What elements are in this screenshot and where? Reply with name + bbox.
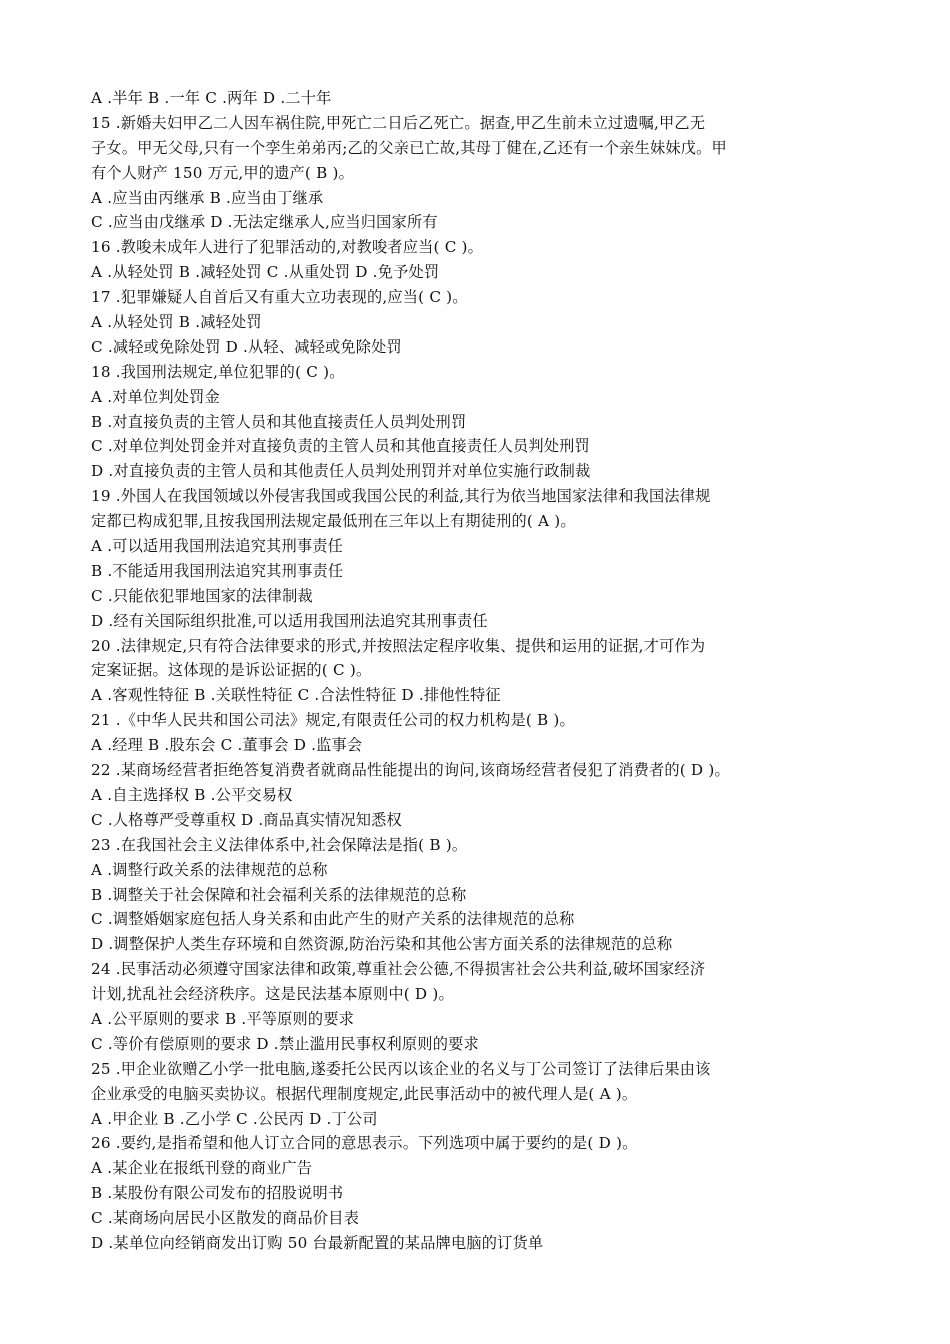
text-line: C .减轻或免除处罚 D .从轻、减轻或免除处罚 bbox=[91, 337, 402, 356]
text-line: 有个人财产 150 万元,甲的遗产( B )。 bbox=[91, 163, 354, 182]
text-line: A .客观性特征 B .关联性特征 C .合法性特征 D .排他性特征 bbox=[91, 686, 501, 705]
text-line: C .人格尊严受尊重权 D .商品真实情况知悉权 bbox=[91, 810, 402, 829]
text-line: 计划,扰乱社会经济秩序。这是民法基本原则中( D )。 bbox=[91, 985, 454, 1004]
text-line: A .对单位判处罚金 bbox=[91, 387, 220, 406]
text-line: C .等价有偿原则的要求 D .禁止滥用民事权利原则的要求 bbox=[91, 1034, 479, 1053]
text-line: B .对直接负责的主管人员和其他直接责任人员判处刑罚 bbox=[91, 412, 467, 431]
text-line: A .半年 B .一年 C .两年 D .二十年 bbox=[91, 89, 332, 107]
text-line: A .从轻处罚 B .减轻处罚 C .从重处罚 D .免予处罚 bbox=[91, 263, 440, 282]
text-line: 定都已构成犯罪,且按我国刑法规定最低刑在三年以上有期徒刑的( A )。 bbox=[91, 512, 576, 531]
text-line: A .甲企业 B .乙小学 C .公民丙 D .丁公司 bbox=[91, 1109, 378, 1128]
text-line: 15 .新婚夫妇甲乙二人因车祸住院,甲死亡二日后乙死亡。据查,甲乙生前未立过遗嘱,甲乙无 bbox=[91, 113, 706, 132]
text-line: 23 .在我国社会主义法律体系中,社会保障法是指( B )。 bbox=[91, 835, 468, 854]
document-page bbox=[91, 86, 891, 1256]
text-line: 26 .要约,是指希望和他人订立合同的意思表示。下列选项中属于要约的是( D )。 bbox=[91, 1134, 638, 1153]
text-line: 17 .犯罪嫌疑人自首后又有重大立功表现的,应当( C )。 bbox=[91, 288, 468, 307]
text-line: D .调整保护人类生存环境和自然资源,防治污染和其他公害方面关系的法律规范的总称 bbox=[91, 935, 673, 954]
text-line: C .只能依犯罪地国家的法律制裁 bbox=[91, 586, 313, 605]
text-line: C .对单位判处罚金并对直接负责的主管人员和其他直接责任人员判处刑罚 bbox=[91, 437, 590, 456]
text-line: 22 .某商场经营者拒绝答复消费者就商品性能提出的询问,该商场经营者侵犯了消费者的( D )。 bbox=[91, 761, 730, 780]
text-line: A .某企业在报纸刊登的商业广告 bbox=[91, 1159, 313, 1178]
text-line: A .公平原则的要求 B .平等原则的要求 bbox=[91, 1009, 355, 1028]
text-line: 25 .甲企业欲赠乙小学一批电脑,遂委托公民丙以该企业的名义与丁公司签订了法律后果由该 bbox=[91, 1059, 711, 1078]
text-line: C .应当由戊继承 D .无法定继承人,应当归国家所有 bbox=[91, 213, 438, 232]
text-line: 19 .外国人在我国领域以外侵害我国或我国公民的利益,其行为依当地国家法律和我国法律规 bbox=[91, 487, 711, 506]
text-line: A .可以适用我国刑法追究其刑事责任 bbox=[91, 537, 344, 556]
text-line: C .调整婚姻家庭包括人身关系和由此产生的财产关系的法律规范的总称 bbox=[91, 910, 575, 929]
text-line: D .经有关国际组织批准,可以适用我国刑法追究其刑事责任 bbox=[91, 611, 488, 630]
text-line: A .调整行政关系的法律规范的总称 bbox=[91, 860, 328, 879]
text-line: A .从轻处罚 B .减轻处罚 bbox=[91, 313, 262, 332]
text-line: D .某单位向经销商发出订购 50 台最新配置的某品牌电脑的订货单 bbox=[91, 1233, 544, 1252]
text-line: A .自主选择权 B .公平交易权 bbox=[91, 785, 293, 804]
text-line: B .某股份有限公司发布的招股说明书 bbox=[91, 1184, 344, 1203]
text-line: A .经理 B .股东会 C .董事会 D .监事会 bbox=[91, 736, 363, 755]
text-line: 16 .教唆未成年人进行了犯罪活动的,对教唆者应当( C )。 bbox=[91, 238, 484, 257]
text-line: B .不能适用我国刑法追究其刑事责任 bbox=[91, 561, 344, 580]
text-line: 子女。甲无父母,只有一个孪生弟弟丙;乙的父亲已亡故,其母丁健在,乙还有一个亲生妹妹戊。甲 bbox=[91, 138, 727, 157]
text-line: A .应当由丙继承 B .应当由丁继承 bbox=[91, 188, 324, 207]
text-line: 企业承受的电脑买卖协议。根据代理制度规定,此民事活动中的被代理人是( A )。 bbox=[91, 1084, 638, 1103]
text-line: C .某商场向居民小区散发的商品价目表 bbox=[91, 1209, 360, 1228]
text-line: B .调整关于社会保障和社会福利关系的法律规范的总称 bbox=[91, 885, 467, 904]
text-line: 20 .法律规定,只有符合法律要求的形式,并按照法定程序收集、提供和运用的证据,才可作为 bbox=[91, 636, 706, 655]
text-line: 18 .我国刑法规定,单位犯罪的( C )。 bbox=[91, 362, 345, 381]
text-line: 21 .《中华人民共和国公司法》规定,有限责任公司的权力机构是( B )。 bbox=[91, 711, 575, 730]
text-line: 24 .民事活动必须遵守国家法律和政策,尊重社会公德,不得损害社会公共利益,破坏国家经济 bbox=[91, 960, 706, 979]
text-line: 定案证据。这体现的是诉讼证据的( C )。 bbox=[91, 661, 372, 680]
text-line: D .对直接负责的主管人员和其他责任人员判处刑罚并对单位实施行政制裁 bbox=[91, 462, 591, 481]
